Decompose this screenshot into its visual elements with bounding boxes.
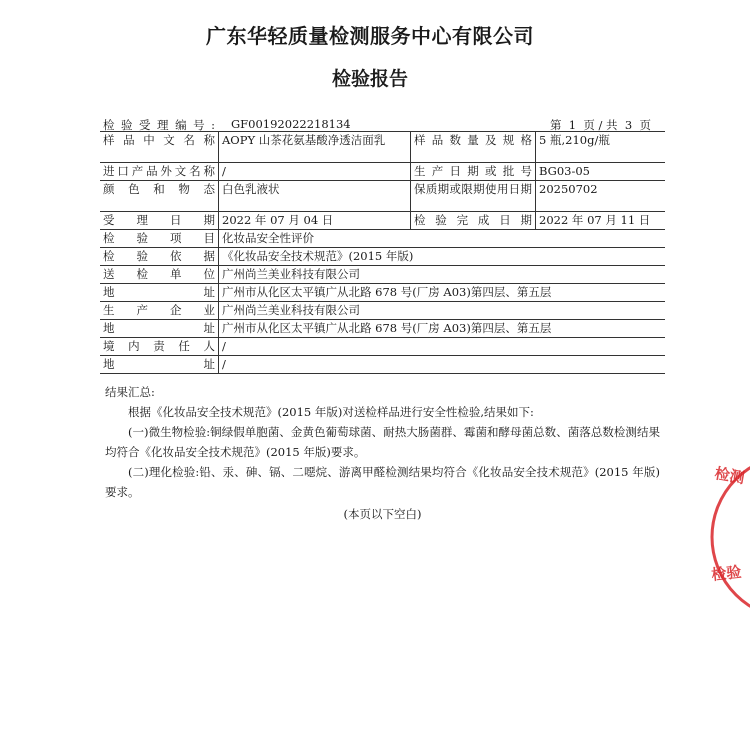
field-label: 检验项目 — [100, 230, 219, 248]
info-row — [100, 212, 665, 230]
info-row — [100, 356, 665, 374]
field-value: AOPY 山茶花氨基酸净透洁面乳 — [219, 132, 411, 163]
field-value: 广州市从化区太平镇广从北路 678 号(厂房 A03)第四层、第五层 — [219, 320, 666, 338]
field-value: 《化妆品安全技术规范》(2015 年版) — [219, 248, 666, 266]
result-summary — [105, 382, 660, 524]
page-indicator: 第 1 页 / 共 3 页 — [549, 118, 651, 132]
field-value: / — [219, 163, 411, 181]
field-label: 送检单位 — [100, 266, 219, 284]
field-value: 2022 年 07 月 04 日 — [219, 212, 411, 230]
field-label: 地址 — [100, 320, 219, 338]
field-value: 广州尚兰美业科技有限公司 — [219, 302, 666, 320]
stamp-text-top: 检测 — [713, 464, 746, 488]
info-row — [100, 132, 665, 163]
info-row — [100, 230, 665, 248]
field-label: 生产企业 — [100, 302, 219, 320]
field-label: 进口产品外文名称 — [100, 163, 219, 181]
field-label: 境内责任人 — [100, 338, 219, 356]
field-value: / — [219, 356, 666, 374]
field-label: 生产日期或批号 — [411, 163, 536, 181]
summary-heading: 结果汇总: — [105, 385, 155, 399]
summary-paragraph-1: 根据《化妆品安全技术规范》(2015 年版)对送检样品进行安全性检验,结果如下: — [128, 405, 534, 419]
field-label: 颜色和物态 — [100, 181, 219, 212]
field-value: 20250702 — [536, 181, 666, 212]
field-value: 广州尚兰美业科技有限公司 — [219, 266, 666, 284]
field-label: 保质期或限期使用日期 — [411, 181, 536, 212]
organization-name: 广东华轻质量检测服务中心有限公司 — [206, 24, 534, 48]
info-row — [100, 266, 665, 284]
field-value: 白色乳液状 — [219, 181, 411, 212]
field-label: 地址 — [100, 356, 219, 374]
sample-info-table — [100, 131, 665, 374]
info-row — [100, 338, 665, 356]
field-value: 化妆品安全性评价 — [219, 230, 666, 248]
field-label: 地址 — [100, 284, 219, 302]
field-label: 样品数量及规格 — [411, 132, 536, 163]
field-value: 5 瓶,210g/瓶 — [536, 132, 666, 163]
summary-paragraph-chemical: (二)理化检验:铅、汞、砷、镉、二噁烷、游离甲醛检测结果均符合《化妆品安全技术规范》(2015 年版)要求。 — [105, 465, 660, 499]
field-label: 样品中文名称 — [100, 132, 219, 163]
field-value: 2022 年 07 月 11 日 — [536, 212, 666, 230]
stamp-text-bottom: 检验 — [710, 562, 743, 584]
field-value: / — [219, 338, 666, 356]
field-value: 广州市从化区太平镇广从北路 678 号(厂房 A03)第四层、第五层 — [219, 284, 666, 302]
info-row — [100, 320, 665, 338]
summary-paragraph-microbial: (一)微生物检验:铜绿假单胞菌、金黄色葡萄球菌、耐热大肠菌群、霉菌和酵母菌总数、菌落总数检测结果均符合《化妆品安全技术规范》(2015 年版)要求。 — [105, 425, 660, 459]
info-row — [100, 181, 665, 212]
blank-page-note: (本页以下空白) — [343, 507, 422, 521]
official-seal-stamp — [706, 452, 750, 622]
info-row — [100, 302, 665, 320]
field-label: 检验完成日期 — [411, 212, 536, 230]
info-row — [100, 163, 665, 181]
field-label: 检验依据 — [100, 248, 219, 266]
acceptance-number-value: GF00192022218134 — [231, 117, 351, 131]
field-label: 受理日期 — [100, 212, 219, 230]
acceptance-number-label: 检验受理编号: — [103, 118, 215, 132]
info-row — [100, 248, 665, 266]
field-value: BG03-05 — [536, 163, 666, 181]
report-title: 检验报告 — [331, 68, 408, 90]
info-row — [100, 284, 665, 302]
